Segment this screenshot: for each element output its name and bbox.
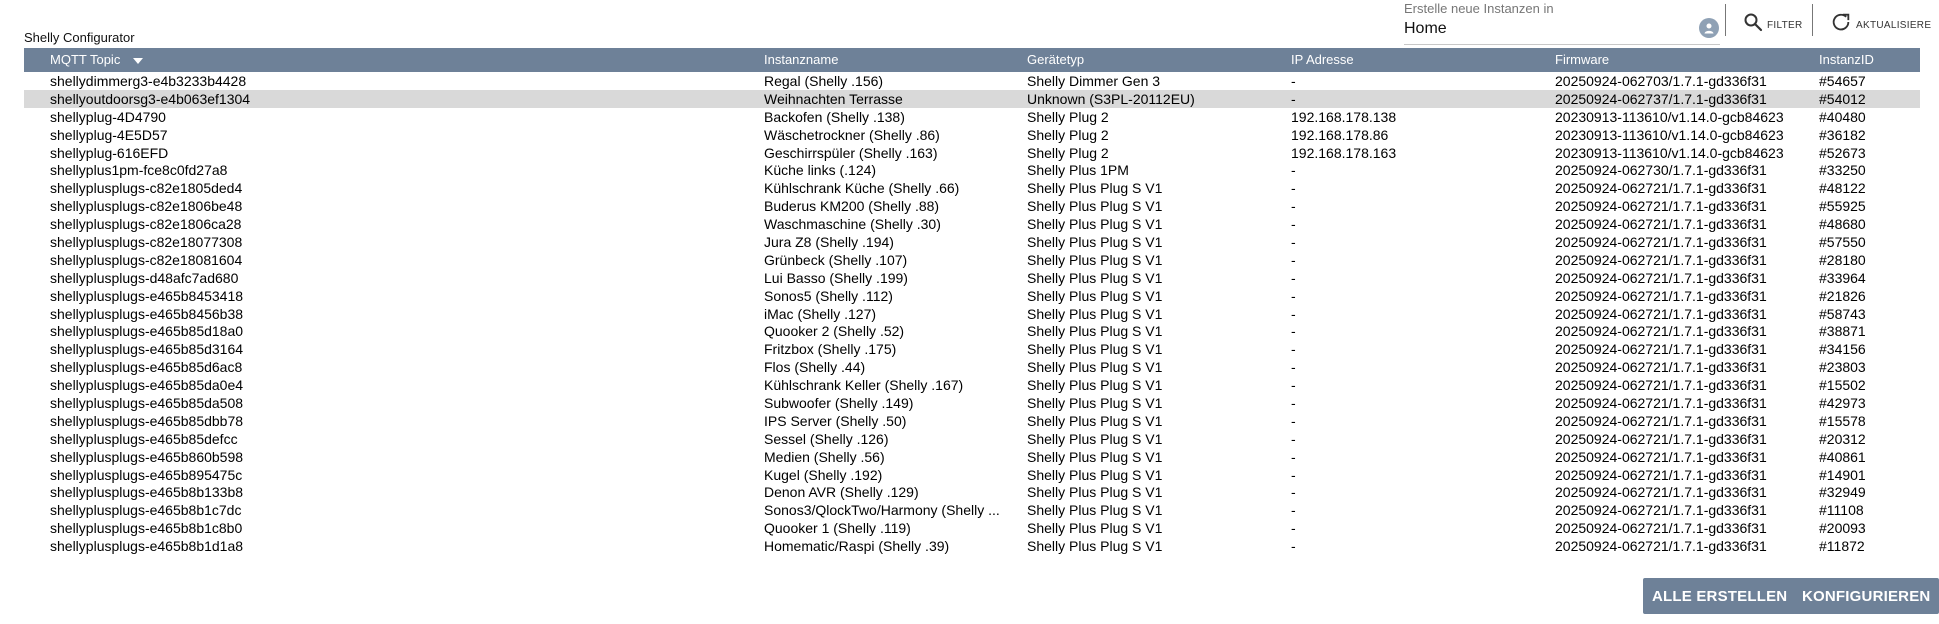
cell-instanzid: #33250 <box>1819 162 1866 179</box>
table-row[interactable] <box>24 197 1920 215</box>
instance-select-value[interactable]: Home <box>1404 20 1447 37</box>
cell-firmware: 20250924-062721/1.7.1-gd336f31 <box>1555 198 1767 215</box>
cell-instanzname: Geschirrspüler (Shelly .163) <box>764 144 938 161</box>
cell-firmware: 20250924-062730/1.7.1-gd336f31 <box>1555 162 1767 179</box>
cell-instanzid: #15502 <box>1819 377 1866 394</box>
cell-geraetetyp: Shelly Plus Plug S V1 <box>1027 430 1163 447</box>
cell-ip-adresse: - <box>1291 73 1296 89</box>
cell-ip-adresse: - <box>1291 520 1296 537</box>
create-all-button[interactable]: ALLE ERSTELLEN <box>1643 578 1796 614</box>
cell-geraetetyp: Shelly Plus Plug S V1 <box>1027 305 1163 322</box>
table-row[interactable] <box>24 322 1920 340</box>
table-row[interactable] <box>24 179 1920 197</box>
table-row[interactable] <box>24 376 1920 394</box>
table-row[interactable] <box>24 161 1920 179</box>
cell-instanzname: Jura Z8 (Shelly .194) <box>764 234 894 251</box>
refresh-button-label: AKTUALISIERE <box>1856 19 1932 31</box>
cell-mqtt-topic: shellyplusplugs-e465b895475c <box>50 466 243 483</box>
table-row[interactable] <box>24 448 1920 466</box>
cell-ip-adresse: - <box>1291 502 1296 519</box>
cell-ip-adresse: - <box>1291 359 1296 376</box>
cell-instanzid: #52673 <box>1819 144 1866 161</box>
cell-ip-adresse: - <box>1291 287 1296 304</box>
cell-ip-adresse: - <box>1291 341 1296 358</box>
cell-geraetetyp: Shelly Plus Plug S V1 <box>1027 216 1163 233</box>
cell-firmware: 20250924-062721/1.7.1-gd336f31 <box>1555 377 1767 394</box>
instance-select[interactable] <box>1404 0 1720 48</box>
cell-firmware: 20250924-062721/1.7.1-gd336f31 <box>1555 287 1767 304</box>
arrow-drop-down-icon[interactable] <box>132 57 144 65</box>
cell-firmware: 20250924-062721/1.7.1-gd336f31 <box>1555 180 1767 197</box>
cell-instanzname: Waschmaschine (Shelly .30) <box>764 216 941 233</box>
cell-firmware: 20250924-062721/1.7.1-gd336f31 <box>1555 234 1767 251</box>
column-header-geraetetyp[interactable]: Gerätetyp <box>1027 52 1085 67</box>
cell-ip-adresse: 192.168.178.163 <box>1291 144 1397 161</box>
cell-mqtt-topic: shellyplusplugs-e465b85dbb78 <box>50 412 244 429</box>
cell-instanzname: Kühlschrank Küche (Shelly .66) <box>764 180 960 197</box>
cell-firmware: 20230913-113610/v1.14.0-gcb84623 <box>1555 126 1784 143</box>
column-header-label: MQTT Topic <box>50 52 121 67</box>
cell-instanzname: Sonos5 (Shelly .112) <box>764 287 893 304</box>
cell-firmware: 20250924-062721/1.7.1-gd336f31 <box>1555 484 1767 501</box>
cell-ip-adresse: - <box>1291 162 1296 179</box>
cell-mqtt-topic: shellyplusplugs-c82e1806ca28 <box>50 216 242 233</box>
table-row[interactable] <box>24 90 1920 108</box>
cell-firmware: 20250924-062721/1.7.1-gd336f31 <box>1555 341 1767 358</box>
table-row[interactable] <box>24 72 1920 90</box>
cell-instanzid: #57550 <box>1819 234 1866 251</box>
cell-mqtt-topic: shellyplug-4E5D57 <box>50 126 168 143</box>
devices-table <box>24 48 1920 564</box>
refresh-icon <box>1830 11 1852 33</box>
cell-mqtt-topic: shellyplusplugs-e465b8b1d1a8 <box>50 538 244 555</box>
cell-firmware: 20250924-062703/1.7.1-gd336f31 <box>1555 73 1767 89</box>
table-row[interactable] <box>24 430 1920 448</box>
table-row[interactable] <box>24 269 1920 287</box>
cell-firmware: 20250924-062721/1.7.1-gd336f31 <box>1555 448 1767 465</box>
filter-button-label: FILTER <box>1767 19 1803 31</box>
table-header <box>24 48 1920 72</box>
table-row[interactable] <box>24 144 1920 162</box>
cell-firmware: 20250924-062721/1.7.1-gd336f31 <box>1555 520 1767 537</box>
cell-ip-adresse: - <box>1291 466 1296 483</box>
cell-ip-adresse: - <box>1291 269 1296 286</box>
cell-ip-adresse: - <box>1291 484 1296 501</box>
cell-mqtt-topic: shellyplus1pm-fce8c0fd27a8 <box>50 162 228 179</box>
cell-instanzname: iMac (Shelly .127) <box>764 305 877 322</box>
cell-ip-adresse: - <box>1291 395 1296 412</box>
table-row[interactable] <box>24 287 1920 305</box>
table-row[interactable] <box>24 340 1920 358</box>
cell-instanzid: #40861 <box>1819 448 1866 465</box>
cell-instanzid: #54657 <box>1819 73 1866 89</box>
cell-instanzname: Kugel (Shelly .192) <box>764 466 883 483</box>
cell-geraetetyp: Shelly Plus Plug S V1 <box>1027 502 1163 519</box>
cell-instanzname: Weihnachten Terrasse <box>764 90 903 107</box>
cell-instanzid: #11872 <box>1819 538 1865 555</box>
cell-ip-adresse: - <box>1291 90 1296 107</box>
table-row[interactable] <box>24 394 1920 412</box>
cell-ip-adresse: - <box>1291 538 1296 555</box>
cell-geraetetyp: Unknown (S3PL-20112EU) <box>1027 90 1195 107</box>
refresh-button[interactable] <box>1830 8 1931 36</box>
cell-geraetetyp: Shelly Plus Plug S V1 <box>1027 198 1163 215</box>
cell-mqtt-topic: shellyplusplugs-c82e1805ded4 <box>50 180 243 197</box>
table-row[interactable] <box>24 108 1920 126</box>
table-row[interactable] <box>24 412 1920 430</box>
cell-ip-adresse: - <box>1291 198 1296 215</box>
cell-geraetetyp: Shelly Plus Plug S V1 <box>1027 538 1163 555</box>
cell-instanzid: #15578 <box>1819 412 1866 429</box>
cell-instanzname: IPS Server (Shelly .50) <box>764 412 907 429</box>
cell-instanzid: #54012 <box>1819 90 1866 107</box>
cell-mqtt-topic: shellyplusplugs-e465b85da508 <box>50 395 244 412</box>
cell-instanzname: Fritzbox (Shelly .175) <box>764 341 897 358</box>
cell-instanzname: Grünbeck (Shelly .107) <box>764 251 908 268</box>
cell-mqtt-topic: shellyplusplugs-c82e18081604 <box>50 251 243 268</box>
cell-instanzname: Sessel (Shelly .126) <box>764 430 889 447</box>
cell-firmware: 20250924-062721/1.7.1-gd336f31 <box>1555 216 1767 233</box>
cell-instanzid: #36182 <box>1819 126 1866 143</box>
cell-instanzid: #14901 <box>1819 466 1866 483</box>
instance-select-label: Erstelle neue Instanzen in <box>1404 1 1554 16</box>
cell-ip-adresse: - <box>1291 216 1296 233</box>
cell-firmware: 20250924-062721/1.7.1-gd336f31 <box>1555 538 1767 555</box>
table-row[interactable] <box>24 466 1920 484</box>
cell-instanzname: Quooker 1 (Shelly .119) <box>764 520 911 537</box>
cell-mqtt-topic: shellyplusplugs-d48afc7ad680 <box>50 269 239 286</box>
cell-geraetetyp: Shelly Plus Plug S V1 <box>1027 412 1163 429</box>
cell-mqtt-topic: shellyoutdoorsg3-e4b063ef1304 <box>50 90 251 107</box>
table-row[interactable] <box>24 358 1920 376</box>
cell-firmware: 20250924-062737/1.7.1-gd336f31 <box>1555 90 1767 107</box>
cell-geraetetyp: Shelly Plus Plug S V1 <box>1027 251 1163 268</box>
cell-instanzid: #48680 <box>1819 216 1866 233</box>
cell-firmware: 20250924-062721/1.7.1-gd336f31 <box>1555 269 1767 286</box>
cell-ip-adresse: - <box>1291 180 1296 197</box>
cell-instanzid: #34156 <box>1819 341 1866 358</box>
cell-firmware: 20250924-062721/1.7.1-gd336f31 <box>1555 466 1767 483</box>
cell-geraetetyp: Shelly Dimmer Gen 3 <box>1027 73 1161 89</box>
table-row[interactable] <box>24 537 1920 555</box>
cell-mqtt-topic: shellyplusplugs-e465b85d3164 <box>50 341 244 358</box>
cell-instanzid: #42973 <box>1819 395 1866 412</box>
cell-mqtt-topic: shellyplusplugs-e465b85da0e4 <box>50 377 244 394</box>
cell-instanzname: Medien (Shelly .56) <box>764 448 885 465</box>
table-row[interactable] <box>24 251 1920 269</box>
cell-geraetetyp: Shelly Plus Plug S V1 <box>1027 484 1163 501</box>
cell-firmware: 20250924-062721/1.7.1-gd336f31 <box>1555 323 1767 340</box>
column-header-mqtt-topic[interactable] <box>50 48 144 72</box>
cell-instanzname: Sonos3/QlockTwo/Harmony (Shelly ... <box>764 502 1000 519</box>
cell-mqtt-topic: shellyplusplugs-c82e1806be48 <box>50 198 243 215</box>
cell-mqtt-topic: shellydimmerg3-e4b3233b4428 <box>50 73 247 89</box>
cell-instanzname: Subwoofer (Shelly .149) <box>764 395 914 412</box>
cell-instanzname: Lui Basso (Shelly .199) <box>764 269 908 286</box>
instance-select-underline <box>1404 44 1720 45</box>
cell-geraetetyp: Shelly Plus Plug S V1 <box>1027 234 1163 251</box>
cell-instanzname: Kühlschrank Keller (Shelly .167) <box>764 377 964 394</box>
cell-instanzid: #48122 <box>1819 180 1866 197</box>
cell-ip-adresse: - <box>1291 430 1296 447</box>
cell-instanzname: Quooker 2 (Shelly .52) <box>764 323 905 340</box>
search-icon <box>1743 12 1763 32</box>
cell-ip-adresse: - <box>1291 377 1296 394</box>
table-body <box>24 72 1920 555</box>
filter-button[interactable] <box>1743 8 1803 36</box>
cell-geraetetyp: Shelly Plus 1PM <box>1027 162 1129 179</box>
cell-mqtt-topic: shellyplusplugs-e465b85defcc <box>50 430 238 447</box>
cell-geraetetyp: Shelly Plus Plug S V1 <box>1027 448 1163 465</box>
cell-instanzid: #58743 <box>1819 305 1866 322</box>
column-header-ip-adresse[interactable]: IP Adresse <box>1291 52 1354 67</box>
cell-instanzname: Regal (Shelly .156) <box>764 73 884 89</box>
cell-firmware: 20250924-062721/1.7.1-gd336f31 <box>1555 430 1767 447</box>
cell-instanzid: #33964 <box>1819 269 1866 286</box>
cell-ip-adresse: 192.168.178.138 <box>1291 108 1397 125</box>
cell-mqtt-topic: shellyplusplugs-e465b8b1c8b0 <box>50 520 243 537</box>
cell-instanzid: #20312 <box>1819 430 1866 447</box>
table-row[interactable] <box>24 215 1920 233</box>
cell-geraetetyp: Shelly Plus Plug S V1 <box>1027 359 1163 376</box>
cell-mqtt-topic: shellyplusplugs-e465b85d18a0 <box>50 323 244 340</box>
cell-instanzid: #21826 <box>1819 287 1866 304</box>
cell-mqtt-topic: shellyplusplugs-e465b860b598 <box>50 448 244 465</box>
cell-geraetetyp: Shelly Plus Plug S V1 <box>1027 287 1163 304</box>
app-title: Shelly Configurator <box>24 30 135 45</box>
cell-geraetetyp: Shelly Plus Plug S V1 <box>1027 269 1163 286</box>
cell-instanzname: Homematic/Raspi (Shelly .39) <box>764 538 950 555</box>
cell-mqtt-topic: shellyplusplugs-e465b8b133b8 <box>50 484 244 501</box>
column-header-instanzid[interactable]: InstanzID <box>1819 52 1874 67</box>
cell-instanzname: Backofen (Shelly .138) <box>764 108 905 125</box>
cell-mqtt-topic: shellyplusplugs-e465b8456b38 <box>50 305 244 322</box>
cell-geraetetyp: Shelly Plus Plug S V1 <box>1027 395 1163 412</box>
cell-instanzname: Küche links (.124) <box>764 162 877 179</box>
cell-mqtt-topic: shellyplusplugs-e465b8453418 <box>50 287 244 304</box>
cell-geraetetyp: Shelly Plug 2 <box>1027 108 1109 125</box>
cell-firmware: 20250924-062721/1.7.1-gd336f31 <box>1555 359 1767 376</box>
toolbar-divider <box>1725 4 1726 36</box>
cell-geraetetyp: Shelly Plug 2 <box>1027 126 1109 143</box>
cell-instanzname: Wäschetrockner (Shelly .86) <box>764 126 940 143</box>
cell-instanzname: Flos (Shelly .44) <box>764 359 866 376</box>
column-header-instanzname[interactable]: Instanzname <box>764 52 839 67</box>
cell-mqtt-topic: shellyplug-616EFD <box>50 144 169 161</box>
cell-ip-adresse: - <box>1291 412 1296 429</box>
cell-ip-adresse: - <box>1291 251 1296 268</box>
cell-ip-adresse: - <box>1291 323 1296 340</box>
cell-geraetetyp: Shelly Plus Plug S V1 <box>1027 520 1163 537</box>
cell-mqtt-topic: shellyplusplugs-e465b85d6ac8 <box>50 359 243 376</box>
cell-ip-adresse: - <box>1291 305 1296 322</box>
cell-mqtt-topic: shellyplusplugs-c82e18077308 <box>50 234 243 251</box>
cell-mqtt-topic: shellyplusplugs-e465b8b1c7dc <box>50 502 242 519</box>
cell-firmware: 20250924-062721/1.7.1-gd336f31 <box>1555 305 1767 322</box>
cell-instanzid: #11108 <box>1819 502 1864 519</box>
cell-firmware: 20250924-062721/1.7.1-gd336f31 <box>1555 502 1767 519</box>
cell-firmware: 20250924-062721/1.7.1-gd336f31 <box>1555 251 1767 268</box>
cell-instanzid: #28180 <box>1819 251 1866 268</box>
cell-instanzid: #23803 <box>1819 359 1866 376</box>
cell-mqtt-topic: shellyplug-4D4790 <box>50 108 166 125</box>
cell-firmware: 20250924-062721/1.7.1-gd336f31 <box>1555 395 1767 412</box>
instance-avatar-icon <box>1699 18 1719 38</box>
configure-button[interactable]: KONFIGURIEREN <box>1793 578 1939 614</box>
cell-instanzid: #40480 <box>1819 108 1866 125</box>
cell-geraetetyp: Shelly Plus Plug S V1 <box>1027 341 1163 358</box>
toolbar-divider <box>1812 4 1813 36</box>
cell-instanzname: Denon AVR (Shelly .129) <box>764 484 919 501</box>
cell-instanzid: #55925 <box>1819 198 1866 215</box>
table-row[interactable] <box>24 305 1920 323</box>
cell-instanzid: #38871 <box>1819 323 1866 340</box>
cell-instanzid: #32949 <box>1819 484 1866 501</box>
cell-ip-adresse: - <box>1291 234 1296 251</box>
cell-firmware: 20250924-062721/1.7.1-gd336f31 <box>1555 412 1767 429</box>
cell-geraetetyp: Shelly Plus Plug S V1 <box>1027 466 1163 483</box>
cell-instanzname: Buderus KM200 (Shelly .88) <box>764 198 940 215</box>
cell-ip-adresse: - <box>1291 448 1296 465</box>
table-row[interactable] <box>24 519 1920 537</box>
table-row[interactable] <box>24 233 1920 251</box>
cell-geraetetyp: Shelly Plus Plug S V1 <box>1027 180 1163 197</box>
table-row[interactable] <box>24 126 1920 144</box>
table-row[interactable] <box>24 483 1920 501</box>
cell-instanzid: #20093 <box>1819 520 1866 537</box>
cell-geraetetyp: Shelly Plug 2 <box>1027 144 1109 161</box>
cell-firmware: 20230913-113610/v1.14.0-gcb84623 <box>1555 144 1784 161</box>
column-header-firmware[interactable]: Firmware <box>1555 52 1610 67</box>
cell-firmware: 20230913-113610/v1.14.0-gcb84623 <box>1555 108 1784 125</box>
cell-geraetetyp: Shelly Plus Plug S V1 <box>1027 377 1163 394</box>
table-row[interactable] <box>24 501 1920 519</box>
cell-ip-adresse: 192.168.178.86 <box>1291 126 1389 143</box>
cell-geraetetyp: Shelly Plus Plug S V1 <box>1027 323 1163 340</box>
